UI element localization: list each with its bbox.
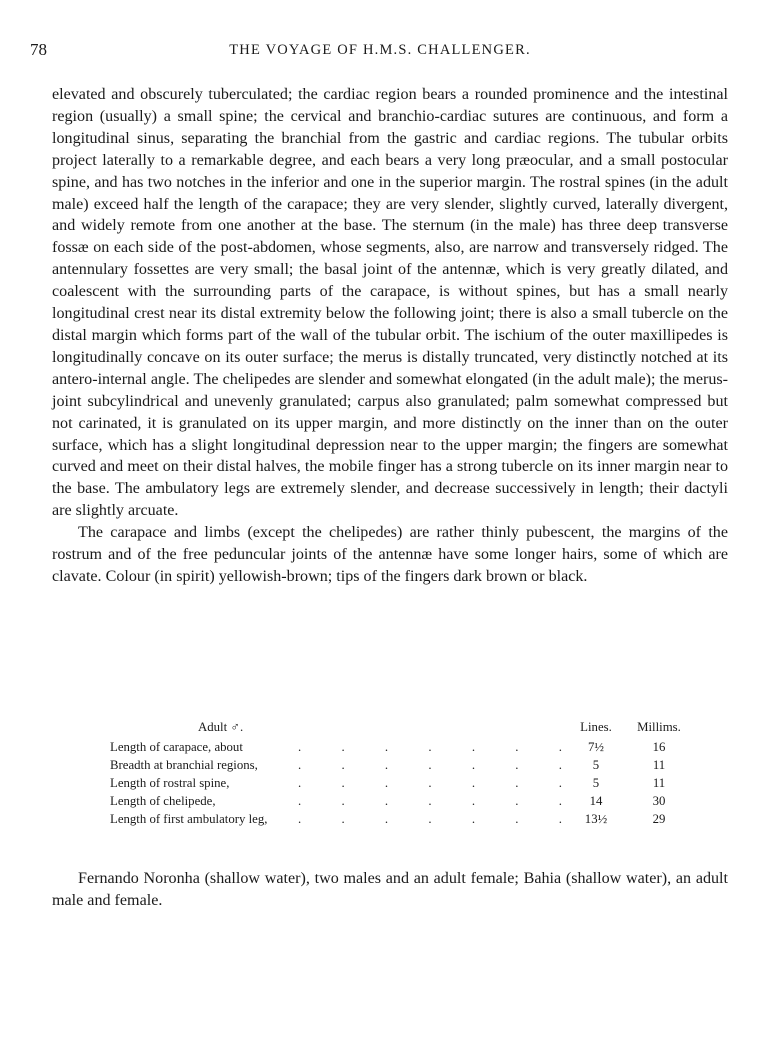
measurement-lines-value: 14: [589, 794, 603, 809]
dot-leader: [298, 810, 562, 828]
leader-dot: .: [471, 776, 476, 791]
dot-leader: [298, 774, 562, 792]
body-text: [52, 84, 728, 588]
leader-dot: .: [298, 758, 302, 773]
dot-leader: [298, 756, 562, 774]
leader-dot: .: [298, 776, 302, 791]
leader-dot: .: [471, 812, 476, 827]
measurement-millims-value: 11: [652, 758, 666, 773]
measurement-label: Length of carapace, about: [110, 740, 243, 754]
page-number: 78: [30, 40, 47, 59]
measurement-lines-value: 13½: [584, 812, 608, 827]
leader-dot: .: [384, 740, 389, 754]
measurement-lines-value: 5: [592, 758, 600, 773]
description-paragraph: elevated and obscurely tuberculated; the cardiac region bears a rounded prominence and the intestinal region (usually) a small spine; the cervical and branchio-cardiac sutures are continuous, and form a longitudinal sinus, separating the branchial from the gastric and cardiac regions. The tubular orbits project laterally to a remarkable degree, and each bears a very long præocular, and a small postocular spine, and has two notches in the inferior and one in the superior margin. The rostral spines (in the adult male) exceed half the length of the carapace; they are very slender, slightly curved, laterally divergent, and widely remote from one another at the base. The sternum (in the male) has three deep transverse fossæ on each side of the post-abdomen, whose segments, also, are narrow and transversely ridged. The antennulary fossettes are very small; the basal joint of the antennæ, which is very greatly dilated, and coalescent with the surrounding parts of the carapace, is without spines, but has a small nearly longitudinal crest near its distal extremity below the following joint; there is also a small tubercle on the distal margin which forms part of the wall of the tubular orbit. The ischium of the outer maxillipedes is longitudinally concave on its outer surface; the merus is distally truncated, very distinctly notched at its antero-internal angle. The chelipedes are slender and somewhat elongated (in the adult male); the merus-joint subcylindrical and unevenly granulated; carpus also granulated; palm somewhat compressed but not carinated, it is granulated on its upper margin, and more distinctly on the inner than on the outer surface, which has a slight longitudinal depression near to the upper margin; the fingers are somewhat curved and meet on their distal halves, the mobile finger has a strong tubercle on its inner margin near to the base. The ambulatory legs are extremely slender, and decrease successively in length; their dactyli are slightly arcuate.: [52, 86, 728, 520]
table-row: [110, 774, 690, 792]
leader-dot: .: [341, 776, 345, 791]
measurements-table: [110, 718, 690, 828]
measurement-millims-value: 16: [652, 740, 666, 754]
leader-dot: .: [298, 812, 302, 827]
leader-dot: .: [341, 812, 345, 827]
leader-dot: .: [298, 794, 302, 809]
measurement-millims-value: 30: [652, 794, 666, 809]
leader-dot: .: [384, 794, 389, 809]
leader-dot: .: [558, 758, 562, 773]
table-row: [110, 792, 690, 810]
leader-dot: .: [428, 758, 432, 773]
measurement-millims-value: 29: [652, 812, 666, 827]
measurement-lines-value: 7½: [588, 740, 604, 754]
measurement-label: Length of chelipede,: [110, 794, 216, 809]
specimen-heading: Adult ♂.: [198, 720, 244, 734]
leader-dot: .: [515, 776, 519, 791]
page-header: [30, 40, 730, 64]
leader-dot: .: [558, 812, 562, 827]
measurement-rows: [110, 738, 690, 828]
leader-dot: .: [298, 740, 302, 754]
leader-dot: .: [515, 740, 519, 754]
leader-dot: .: [341, 758, 345, 773]
table-row: [110, 756, 690, 774]
leader-dot: .: [471, 758, 476, 773]
leader-dot: .: [428, 740, 432, 754]
leader-dot: .: [341, 794, 345, 809]
leader-dot: .: [515, 758, 519, 773]
leader-dot: .: [428, 812, 432, 827]
leader-dot: .: [384, 758, 389, 773]
table-row: [110, 810, 690, 828]
leader-dot: .: [515, 794, 519, 809]
leader-dot: .: [558, 740, 562, 754]
leader-dot: .: [428, 776, 432, 791]
localities-paragraph: Fernando Noronha (shallow water), two males and an adult female; Bahia (shallow water), an adult male and female.: [52, 870, 728, 910]
leader-dot: .: [558, 776, 562, 791]
column-header-millims: Millims.: [637, 720, 681, 734]
running-title: THE VOYAGE OF H.M.S. CHALLENGER.: [229, 42, 531, 58]
leader-dot: .: [341, 740, 345, 754]
leader-dot: .: [384, 812, 389, 827]
leader-dot: .: [471, 794, 476, 809]
measurement-lines-value: 5: [592, 776, 600, 791]
leader-dot: .: [558, 794, 562, 809]
pubescence-paragraph: The carapace and limbs (except the chelipedes) are rather thinly pubescent, the margins of the rostrum and of the free peduncular joints of the antennæ have some longer hairs, some of which are clavate. Colour (in spirit) yellowish-brown; tips of the fingers dark brown or black.: [52, 524, 728, 585]
measurements-header: [110, 718, 690, 738]
measurement-millims-value: 11: [652, 776, 666, 791]
leader-dot: .: [428, 794, 432, 809]
dot-leader: [298, 792, 562, 810]
measurement-label: Breadth at branchial regions,: [110, 758, 258, 773]
table-row: [110, 738, 690, 756]
column-header-lines: Lines.: [580, 720, 612, 734]
leader-dot: .: [515, 812, 519, 827]
measurement-label: Length of first ambulatory leg,: [110, 812, 268, 827]
leader-dot: .: [384, 776, 389, 791]
dot-leader: [298, 738, 562, 756]
leader-dot: .: [471, 740, 476, 754]
measurement-label: Length of rostral spine,: [110, 776, 230, 791]
